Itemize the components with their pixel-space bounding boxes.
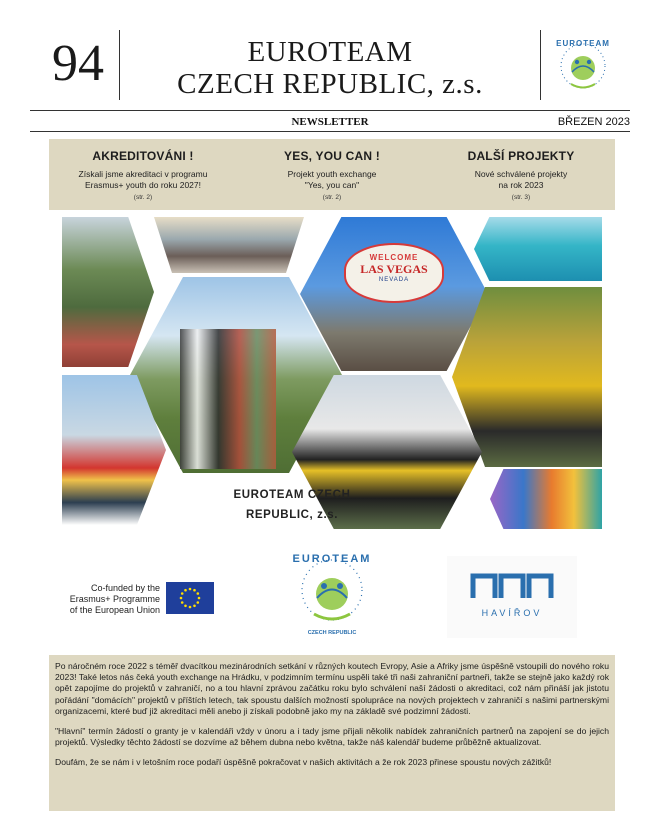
newsletter-label: NEWSLETTER [291,116,369,128]
teaser-line: na rok 2023 [498,180,544,190]
teaser-other-projects[interactable] [427,139,615,203]
teaser-line: Erasmus+ youth do roku 2027! [85,180,201,190]
sign-welcome: WELCOME [369,253,419,262]
euroteam-logo-ring: EUROTEAM [292,553,372,565]
teaser-title: AKREDITOVÁNI ! [92,149,194,163]
sign-city: LAS VEGAS [360,262,428,276]
cofund-line1: Co-funded by the [90,583,160,593]
intro-paragraph-2: "Hlavní" termín žádostí o granty je v kalendáři vždy v únoru a i tady jsme přijali několik nabídek zahraničních partnerů na zapojení se do jejich projektů. Výsledky těchto žádostí se dozvíme až během dubna nebo května, takže náš kalendář budeme průběžně aktualizovat. [55,726,609,748]
teaser-line: "Yes, you can" [304,180,360,190]
teaser-line: Získali jsme akreditaci v programu [78,169,208,179]
badge-line2: REPUBLIC, z.s. [245,509,339,521]
euroteam-header-logo [548,34,618,100]
header-rule-top [30,110,630,111]
teaser-title: DALŠÍ PROJEKTY [467,149,575,163]
intro-paragraph-3: Doufám, že se nám i v letošním roce podaří úspěšně pokračovat v našich aktivitách a že rok 2023 přinese spoustu nových zážitků! [55,757,552,768]
teaser-page: (str. 2) [133,194,153,201]
teaser-accreditation[interactable] [49,139,237,203]
havirov-text: HAVÍŘOV [481,608,543,618]
photo-group-people [180,329,276,469]
masthead-title [150,36,510,100]
havirov-mark-icon [447,556,577,606]
masthead-line1: EUROTEAM [247,36,413,68]
intro-text-box [49,655,615,811]
header-logo-text: EUROTEAM [556,39,610,48]
issue-date: BŘEZEN 2023 [557,116,630,128]
badge-line1: EUROTEAM CZECH [233,489,351,501]
teaser-band [49,139,615,210]
euroteam-logo [280,548,384,640]
photo-colorful-boxes [490,469,602,529]
euroteam-logo-sub: CZECH REPUBLIC [307,630,357,636]
havirov-logo [447,556,577,638]
cofund-line2: Erasmus+ Programme [69,594,160,604]
header-divider-left [119,30,120,100]
teaser-line: Nové schválené projekty [474,169,568,179]
intro-paragraph-1: Po náročném roce 2022 s téměř dvacítkou mezinárodních setkání v různých koutech Evropy, Asie a Afriky jsme úspěšně vstoupili do nového roku 2023! Také letos nás čeká youth exchange na Hrádku, v podzimním termínu uspěli také tři naši zahraniční partneři, takže se stejně jako každý rok opět zapojíme do projektů v zahraničí, no a tou hlavní zprávou začátku roku bylo schválení naší žádosti o akreditaci, což nám přináší jak jistotu pořádání "domácích" projektů v příštích letech, tak spoustu dalších možností spolupráce na nových projektech v zahraničí s našimi partnerskými organizacemi, které buď již akreditaci měli anebo ji získali podobně jako my na základě své podzimní žádosti. [55,661,609,716]
header-rule-bottom [30,131,630,132]
collage-badge [230,485,354,525]
cofunded-text [60,583,160,616]
photo-boat-sea [474,217,602,281]
eu-flag-icon [166,582,214,614]
teaser-line: Projekt youth exchange [287,169,377,179]
photo-street-crowd [154,217,304,273]
photo-collage [62,217,602,529]
header-divider-right [540,30,541,100]
masthead-line2: CZECH REPUBLIC, z.s. [177,68,483,100]
teaser-page: (str. 3) [511,194,531,201]
sign-state: NEVADA [378,277,410,283]
teaser-title: YES, YOU CAN ! [284,149,380,163]
teaser-yes-you-can[interactable] [238,139,426,203]
las-vegas-sign [344,243,444,303]
cofund-line3: of the European Union [69,605,160,615]
teaser-page: (str. 2) [322,194,342,201]
photo-park-dance [62,217,154,367]
issue-number: 94 [52,35,104,92]
